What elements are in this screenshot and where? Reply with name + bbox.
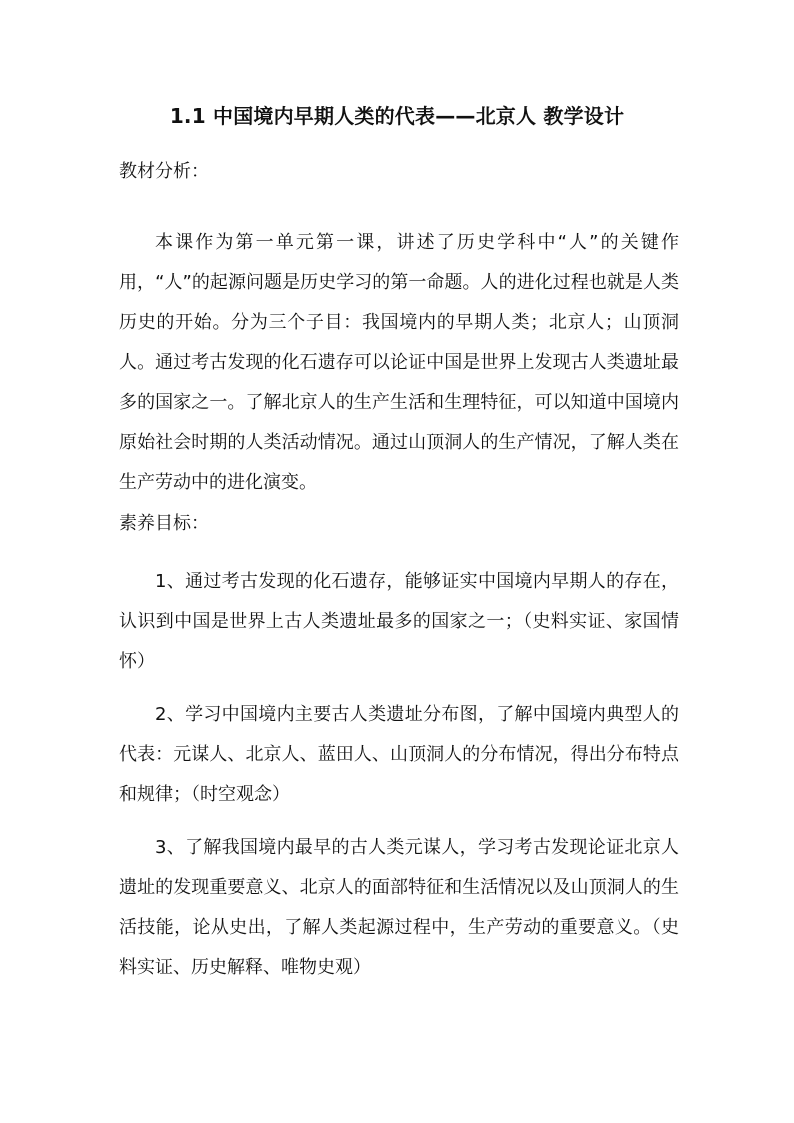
section-heading-textbook-analysis: 教材分析：: [119, 161, 209, 182]
document-title: 1.1 中国境内早期人类的代表——北京人 教学设计: [169, 104, 625, 128]
paragraph-textbook-analysis: 本课作为第一单元第一课，讲述了历史学科中“人”的关键作用，“人”的起源问题是历史学习的第一命题。人的进化过程也就是人类历史的开始。分为三个子目：我国境内的早期人类；北京人；山顶洞人。通过考古发现的化石遗存可以论证中国是世界上发现古人类遗址最多的国家之一。了解北京人的生产生活和生理特征，可以知道中国境内原始社会时期的人类活动情况。通过山顶洞人的生产情况，了解人类在生产劳动中的进化演变。: [119, 232, 679, 493]
paragraph-goal-1: 1、通过考古发现的化石遗存，能够证实中国境内早期人的存在，认识到中国是世界上古人类遗址最多的国家之一；（史料实证、家国情怀）: [119, 571, 679, 672]
section-heading-literacy-goals: 素养目标：: [119, 513, 209, 534]
paragraph-goal-2: 2、学习中国境内主要古人类遗址分布图，了解中国境内典型人的代表：元谋人、北京人、蓝田人、山顶洞人的分布情况，得出分布特点和规律；（时空观念）: [119, 704, 679, 805]
paragraph-goal-3: 3、了解我国境内最早的古人类元谋人，学习考古发现论证北京人遗址的发现重要意义、北京人的面部特征和生活情况以及山顶洞人的生活技能，论从史出，了解人类起源过程中，生产劳动的重要意义。（史料实证、历史解释、唯物史观）: [119, 837, 679, 978]
